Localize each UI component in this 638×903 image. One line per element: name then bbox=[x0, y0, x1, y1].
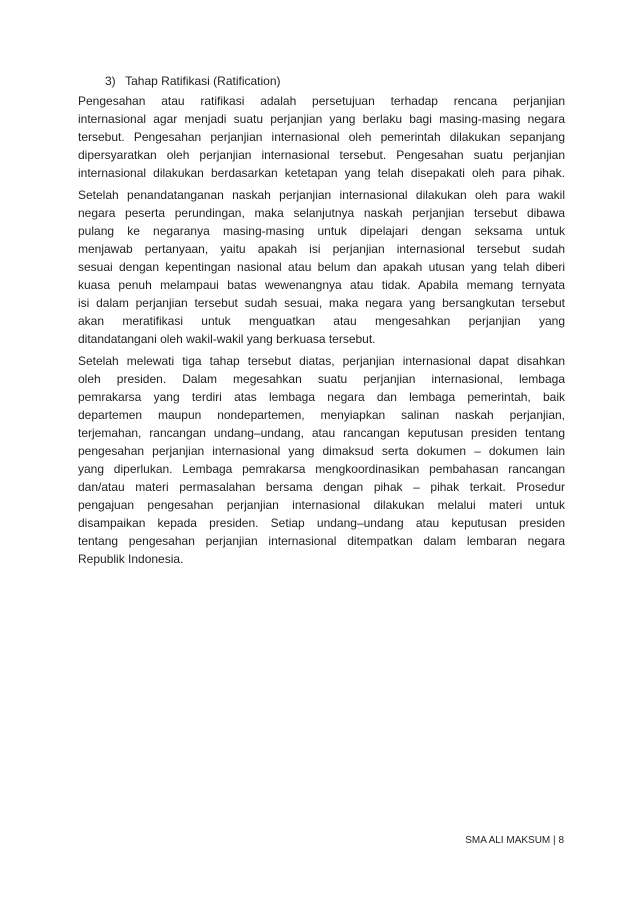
paragraph-line: terjemahan, rancangan undang–undang, atau rancangan keputusan presiden tentang bbox=[78, 426, 565, 440]
paragraph-line: akan meratifikasi untuk menguatkan atau mengesahkan perjanjian yang bbox=[78, 314, 565, 328]
paragraph-line: sesuai dengan kepentingan nasional atau belum dan apakah utusan yang telah diberi bbox=[78, 260, 565, 274]
paragraph-line: departemen maupun nondepartemen, menyiapkan salinan naskah perjanjian, bbox=[78, 408, 565, 422]
paragraph-line: tentang pengesahan perjanjian internasional ditempatkan dalam lembaran negara bbox=[78, 534, 565, 548]
paragraph-line: dipersyaratkan oleh perjanjian internasional tersebut. Pengesahan suatu perjanjian bbox=[78, 148, 565, 162]
paragraph-line: isi dalam perjanjian tersebut sudah sesuai, maka negara yang bersangkutan tersebut bbox=[78, 296, 565, 310]
page-footer bbox=[465, 835, 564, 847]
paragraph-line: Setelah melewati tiga tahap tersebut diatas, perjanjian internasional dapat disahkan bbox=[78, 354, 565, 368]
paragraph-line: Republik Indonesia. bbox=[78, 552, 184, 566]
paragraph-line: Setelah penandatanganan naskah perjanjian internasional dilakukan oleh para wakil bbox=[78, 188, 565, 202]
paragraph-line: oleh presiden. Dalam megesahkan suatu perjanjian internasional, lembaga bbox=[78, 372, 565, 386]
footer-page-number: 8 bbox=[558, 835, 564, 846]
paragraph-line: internasional dilakukan berdasarkan ketetapan yang telah disepakati oleh para pihak. bbox=[78, 166, 565, 180]
section-title: Tahap Ratifikasi (Ratification) bbox=[125, 74, 281, 88]
paragraph-line: disampaikan kepada presiden. Setiap undang–undang atau keputusan presiden bbox=[78, 516, 565, 530]
section-heading bbox=[78, 73, 565, 90]
paragraph-line: negara peserta perundingan, maka selanjutnya naskah perjanjian tersebut dibawa bbox=[78, 206, 565, 220]
paragraph-line: ditandatangani oleh wakil-wakil yang berkuasa tersebut. bbox=[78, 332, 376, 346]
footer-school-name: SMA ALI MAKSUM bbox=[465, 835, 551, 846]
paragraph-line: internasional agar menjadi suatu perjanjian yang berlaku bagi masing-masing negara bbox=[78, 112, 565, 126]
paragraph-line: tersebut. Pengesahan perjanjian internasional oleh pemerintah dilakukan sepanjang bbox=[78, 130, 565, 144]
paragraph-line: menjawab pertanyaan, yaitu apakah isi perjanjian internasional tersebut sudah bbox=[78, 242, 565, 256]
paragraph-line: pemrakarsa yang terdiri atas lembaga negara dan lembaga pemerintah, baik bbox=[78, 390, 565, 404]
paragraph-line: yang diperlukan. Lembaga pemrakarsa mengkoordinasikan pembahasan rancangan bbox=[78, 462, 565, 476]
footer-separator: | bbox=[553, 835, 556, 846]
paragraph-line: pengesahan perjanjian internasional yang dimaksud serta dokumen – dokumen lain bbox=[78, 444, 565, 458]
paragraph-line: dan/atau materi permasalahan bersama dengan pihak – pihak terkait. Prosedur bbox=[78, 480, 565, 494]
paragraph-line: pengajuan pengesahan perjanjian internasional dilakukan melalui materi untuk bbox=[78, 498, 565, 512]
paragraph-line: Pengesahan atau ratifikasi adalah persetujuan terhadap rencana perjanjian bbox=[78, 94, 565, 108]
paragraph-presidential-approval bbox=[78, 352, 565, 568]
page-content bbox=[78, 73, 565, 572]
section-number: 3) bbox=[105, 74, 116, 88]
paragraph-ratification-definition bbox=[78, 92, 565, 182]
paragraph-line: kuasa penuh melampaui batas wewenangnya atau tidak. Apabila memang ternyata bbox=[78, 278, 565, 292]
paragraph-after-signing bbox=[78, 186, 565, 348]
paragraph-line: pulang ke negaranya masing-masing untuk dipelajari dengan seksama untuk bbox=[78, 224, 565, 238]
